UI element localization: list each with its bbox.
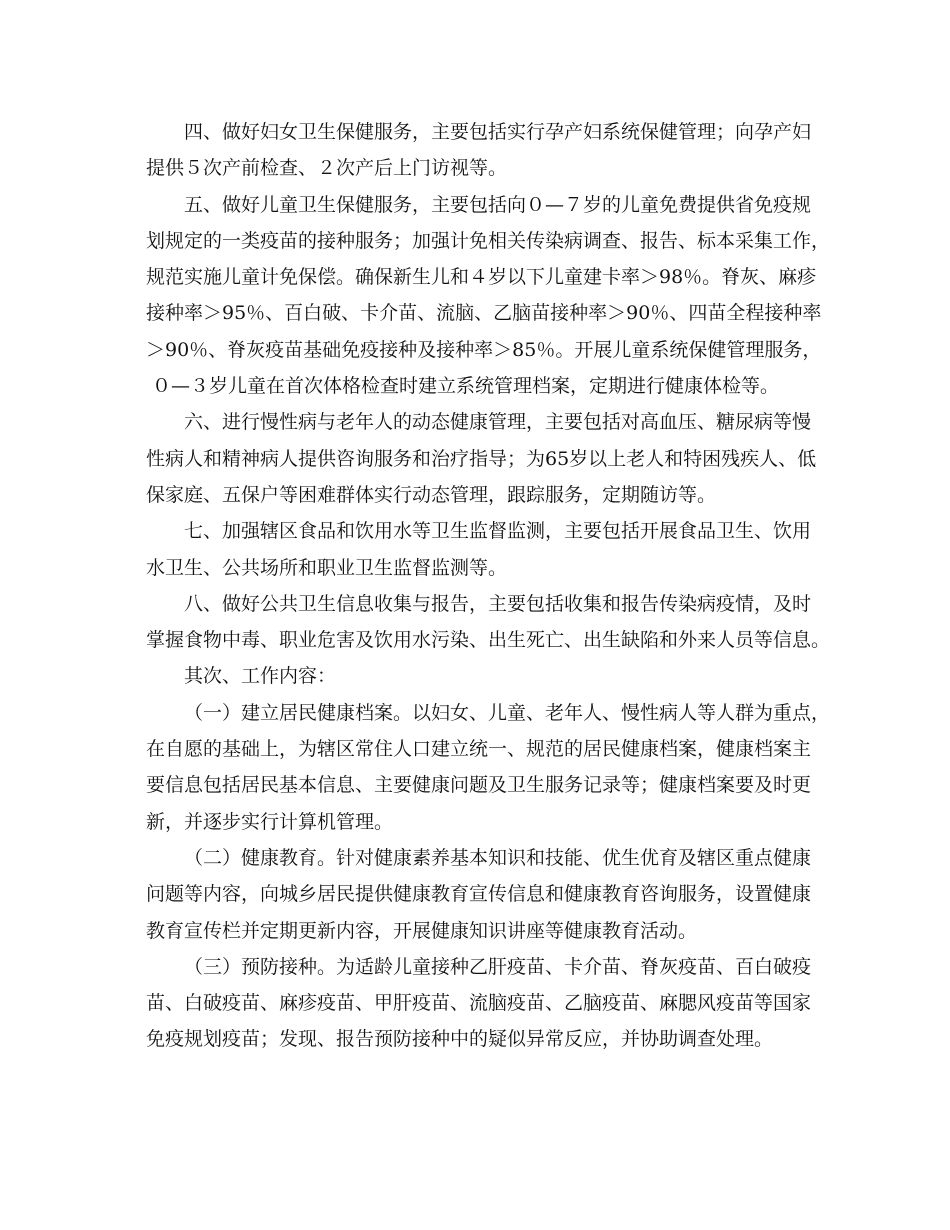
text-line: 七、加强辖区食品和饮用水等卫生监督监测，主要包括开展食品卫生、饮用 — [184, 520, 812, 543]
text-line: 接种率＞95％、百白破、卡介苗、流脑、乙脑苗接种率＞90％、四苗全程接种率 — [146, 302, 822, 325]
text-line: 苗、白破疫苗、麻疹疫苗、甲肝疫苗、流脑疫苗、乙脑疫苗、麻腮风疫苗等国家 — [146, 992, 812, 1015]
paragraph-item-one — [146, 695, 831, 840]
section-heading-work-content — [146, 658, 806, 694]
paragraph-six — [146, 404, 817, 513]
text-line: 问题等内容，向城乡居民提供健康教育宣传信息和健康教育咨询服务，设置健康 — [146, 883, 812, 906]
text-line: 免疫规划疫苗；发现、报告预防接种中的疑似异常反应，并协助调查处理。 — [146, 1028, 774, 1051]
text-line: 掌握食物中毒、职业危害及饮用水污染、出生死亡、出生缺陷和外来人员等信息。 — [146, 629, 831, 652]
paragraph-five — [146, 187, 831, 405]
paragraph-item-two — [146, 840, 812, 949]
text-line: （二）健康教育。针对健康素养基本知识和技能、优生优育及辖区重点健康 — [184, 846, 812, 869]
text-line: 划规定的一类疫苗的接种服务；加强计免相关传染病调查、报告、标本采集工作， — [146, 229, 831, 252]
document-body — [146, 114, 831, 1058]
paragraph-four — [146, 114, 812, 187]
text-line: 六、进行慢性病与老年人的动态健康管理，主要包括对高血压、糖尿病等慢 — [184, 411, 812, 434]
text-line: 要信息包括居民基本信息、主要健康问题及卫生服务记录等；健康档案要及时更 — [146, 774, 812, 797]
text-line: ＞90％、脊灰疫苗基础免疫接种及接种率＞85％。开展儿童系统保健管理服务， — [146, 338, 822, 361]
paragraph-seven — [146, 513, 812, 586]
text-line: 性病人和精神病人提供咨询服务和治疗指导；为65岁以上老人和特困残疾人、低 — [146, 447, 817, 470]
text-line: 提供５次产前检查、２次产后上门访视等。 — [146, 157, 508, 180]
text-line: 新，并逐步实行计算机管理。 — [146, 810, 394, 833]
text-line: 四、做好妇女卫生保健服务，主要包括实行孕产妇系统保健管理；向孕产妇 — [184, 121, 812, 143]
text-line: 教育宣传栏并定期更新内容，开展健康知识讲座等健康教育活动。 — [146, 919, 698, 942]
text-line: 水卫生、公共场所和职业卫生监督监测等。 — [146, 556, 508, 579]
text-line: 保家庭、五保户等困难群体实行动态管理，跟踪服务，定期随访等。 — [146, 483, 717, 506]
text-line: 规范实施儿童计免保偿。确保新生儿和４岁以下儿童建卡率＞98％。脊灰、麻疹 — [146, 266, 817, 289]
text-line: （一）建立居民健康档案。以妇女、儿童、老年人、慢性病人等人群为重点， — [184, 701, 831, 724]
paragraph-item-three — [146, 949, 812, 1058]
text-line: 其次、工作内容： — [184, 665, 337, 688]
text-line: ０—３岁儿童在首次体格检查时建立系统管理档案，定期进行健康体检等。 — [152, 375, 780, 398]
text-line: 五、做好儿童卫生保健服务，主要包括向０—７岁的儿童免费提供省免疫规 — [184, 193, 812, 216]
text-line: （三）预防接种。为适龄儿童接种乙肝疫苗、卡介苗、脊灰疫苗、百白破疫 — [184, 955, 812, 978]
paragraph-eight — [146, 586, 831, 659]
text-line: 八、做好公共卫生信息收集与报告，主要包括收集和报告传染病疫情，及时 — [184, 592, 812, 615]
text-line: 在自愿的基础上，为辖区常住人口建立统一、规范的居民健康档案，健康档案主 — [146, 738, 812, 761]
